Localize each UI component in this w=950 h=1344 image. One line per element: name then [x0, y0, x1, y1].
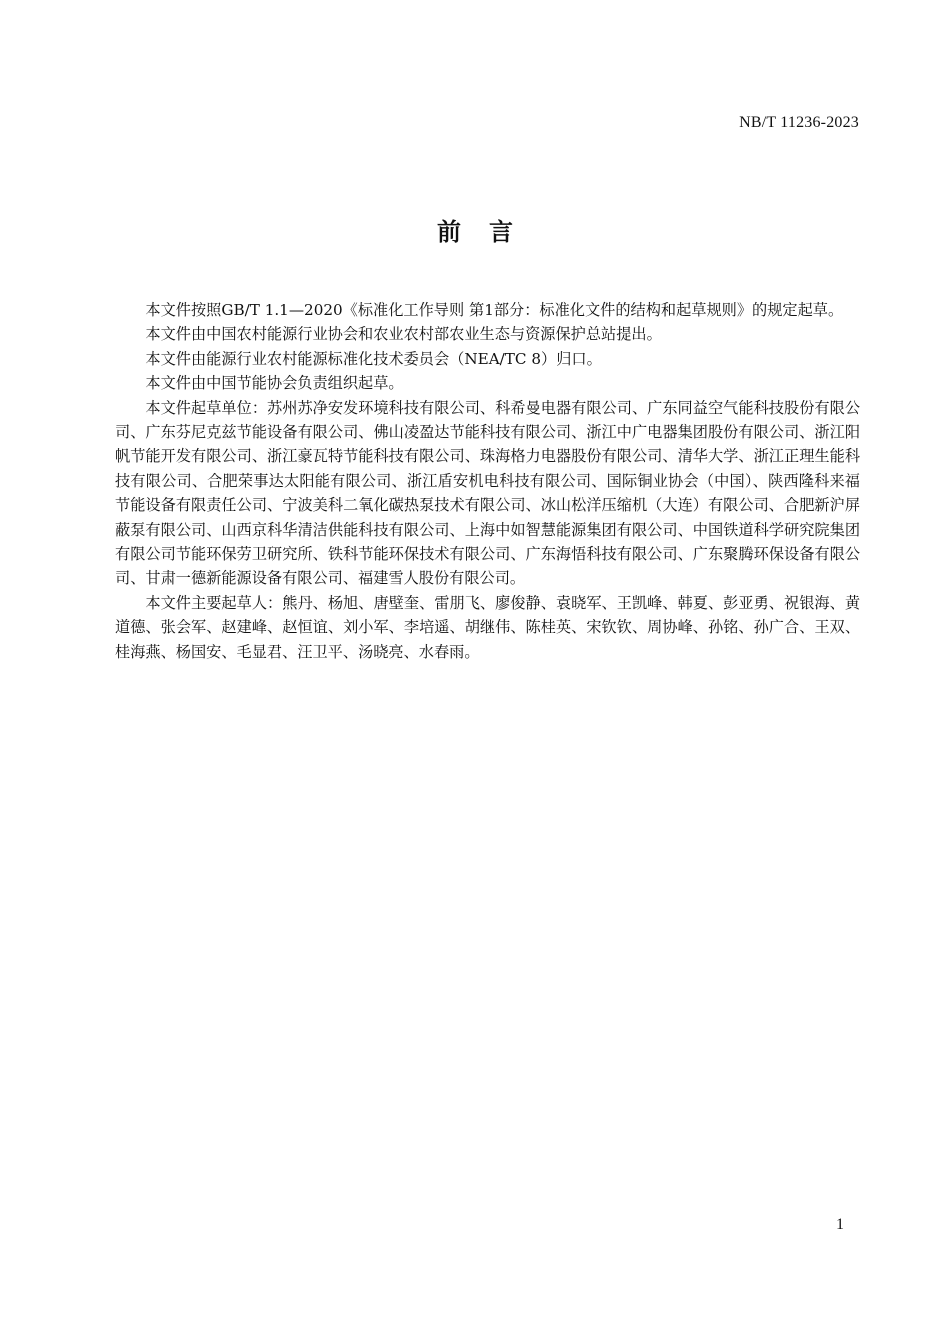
page-number: 1: [836, 1216, 844, 1233]
paragraph-drafting-units: 本文件起草单位：苏州苏净安发环境科技有限公司、科希曼电器有限公司、广东同益空气能科技股份有限公司、广东芬尼克兹节能设备有限公司、佛山凌盈达节能科技有限公司、浙江中广电器集团股份有限公司、浙江阳帆节能开发有限公司、浙江豪瓦特节能科技有限公司、珠海格力电器股份有限公司、清华大学、浙江正理生能科技有限公司、合肥荣事达太阳能有限公司、浙江盾安机电科技有限公司、国际铜业协会（中国）、陕西隆科来福节能设备有限责任公司、宁波美科二氧化碳热泵技术有限公司、冰山松洋压缩机（大连）有限公司、合肥新沪屏蔽泵有限公司、山西京科华清洁供能科技有限公司、上海中如智慧能源集团有限公司、中国铁道科学研究院集团有限公司节能环保劳卫研究所、铁科节能环保技术有限公司、广东海悟科技有限公司、广东聚腾环保设备有限公司、甘肃一德新能源设备有限公司、福建雪人股份有限公司。: [115, 398, 860, 588]
foreword-body: [115, 298, 860, 664]
paragraph-proposer: 本文件由中国农村能源行业协会和农业农村部农业生态与资源保护总站提出。: [145, 325, 662, 344]
paragraph-administration: 本文件由能源行业农村能源标准化技术委员会（NEA/TC 8）归口。: [145, 349, 602, 368]
standard-number: NB/T 11236-2023: [739, 114, 859, 131]
section-title: 前言: [437, 218, 541, 246]
paragraph-organizer: 本文件由中国节能协会负责组织起草。: [145, 374, 404, 393]
paragraph-drafting-rules: 本文件按照GB/T 1.1—2020《标准化工作导则 第1部分：标准化文件的结构和起草规则》的规定起草。: [145, 301, 844, 319]
paragraph-drafters: 本文件主要起草人：熊丹、杨旭、唐壁奎、雷朋飞、廖俊静、袁晓军、王凯峰、韩夏、彭亚勇、祝银海、黄道德、张会军、赵建峰、赵恒谊、刘小军、李培遥、胡继伟、陈桂英、宋钦钦、周协峰、孙铭、孙广合、王双、桂海燕、杨国安、毛显君、汪卫平、汤晓亮、水春雨。: [115, 593, 860, 661]
